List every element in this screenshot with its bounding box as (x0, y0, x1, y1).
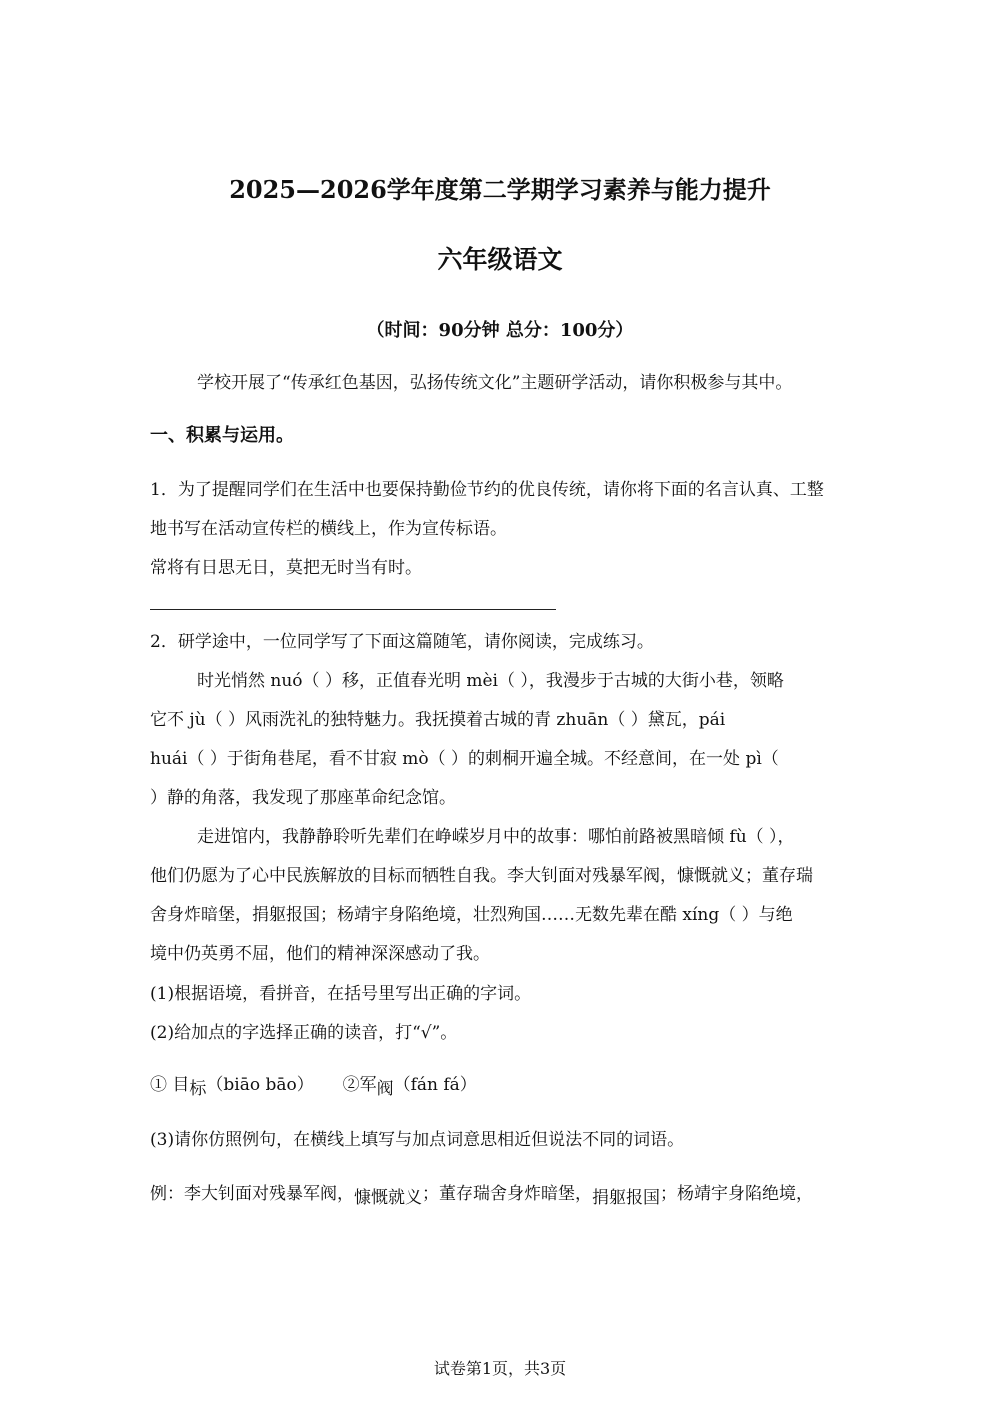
q2-p1-line-3: huái（ ）于街角巷尾，看不甘寂 mò（ ）的刺桐开遍全城。不经意间，在一处 pì（ (150, 749, 779, 769)
example-dotted-2: 捐躯报国 (592, 1188, 660, 1208)
example-dotted-1: 慷慨就义 (354, 1188, 422, 1208)
q2-p2-line-3: 舍身炸暗堡，捐躯报国；杨靖宇身陷绝境，壮烈殉国……无数先辈在酷 xíng（ ）与绝 (150, 905, 793, 925)
choice-2-char: 阀 (376, 1079, 394, 1099)
q2-p2-line-2: 他们仍愿为了心中民族解放的目标而牺牲自我。李大钊面对残暴军阀，慷慨就义；董存瑞 (150, 866, 813, 886)
q1-line-1: 1．为了提醒同学们在生活中也要保持勤俭节约的优良传统，请你将下面的名言认真、工整 (150, 480, 824, 500)
q2-p1-line-2: 它不 jù（ ）风雨洗礼的独特魅力。我抚摸着古城的青 zhuān（ ）黛瓦，pái (150, 710, 726, 730)
q1-line-2: 地书写在活动宣传栏的横线上，作为宣传标语。 (150, 519, 507, 539)
q2-sub-3: (3)请你仿照例句，在横线上填写与加点词意思相近但说法不同的词语。 (150, 1130, 685, 1150)
section-heading: 一、积累与运用。 (150, 425, 294, 446)
q2-sub-2: (2)给加点的字选择正确的读音，打“√”。 (150, 1023, 458, 1043)
exam-title: 2025—2026学年度第二学期学习素养与能力提升 (229, 175, 771, 204)
q2-sub-1: (1)根据语境，看拼音，在括号里写出正确的字词。 (150, 984, 532, 1004)
q2-intro: 2．研学途中，一位同学写了下面这篇随笔，请你阅读，完成练习。 (150, 632, 654, 652)
q2-p1-line-4: ）静的角落，我发现了那座革命纪念馆。 (150, 788, 456, 808)
choice-2-label: ②军 (342, 1075, 377, 1095)
choice-1-options[interactable]: （biāo bāo） (206, 1075, 314, 1095)
exam-meta: （时间：90分钟 总分：100分） (366, 320, 634, 341)
q1-answer-line[interactable] (150, 609, 556, 610)
example-part-a: 例：李大钊面对残暴军阀， (150, 1184, 354, 1204)
q2-p2-line-4: 境中仍英勇不屈，他们的精神深深感动了我。 (150, 944, 490, 964)
choice-1-label: ① 目 (150, 1075, 190, 1095)
intro-text: 学校开展了“传承红色基因，弘扬传统文化”主题研学活动，请你积极参与其中。 (197, 373, 793, 393)
q2-example (150, 1182, 860, 1206)
example-part-e: ；杨靖宇身陷绝境， (660, 1184, 813, 1204)
q1-quote: 常将有日思无日，莫把无时当有时。 (150, 558, 422, 578)
q2-p2-line-1: 走进馆内，我静静聆听先辈们在峥嵘岁月中的故事：哪怕前路被黑暗倾 fù（ ）， (197, 827, 795, 847)
exam-subject: 六年级语文 (437, 245, 563, 274)
choice-2-options[interactable]: （fán fá） (393, 1075, 477, 1095)
q2-choices (150, 1073, 860, 1097)
q2-p1-line-1: 时光悄然 nuó（ ）移，正值春光明 mèi（ ），我漫步于古城的大街小巷，领略 (197, 671, 784, 691)
page-footer: 试卷第1页，共3页 (433, 1359, 567, 1378)
choice-1-char: 标 (189, 1079, 207, 1099)
example-part-c: ；董存瑞舍身炸暗堡， (422, 1184, 592, 1204)
